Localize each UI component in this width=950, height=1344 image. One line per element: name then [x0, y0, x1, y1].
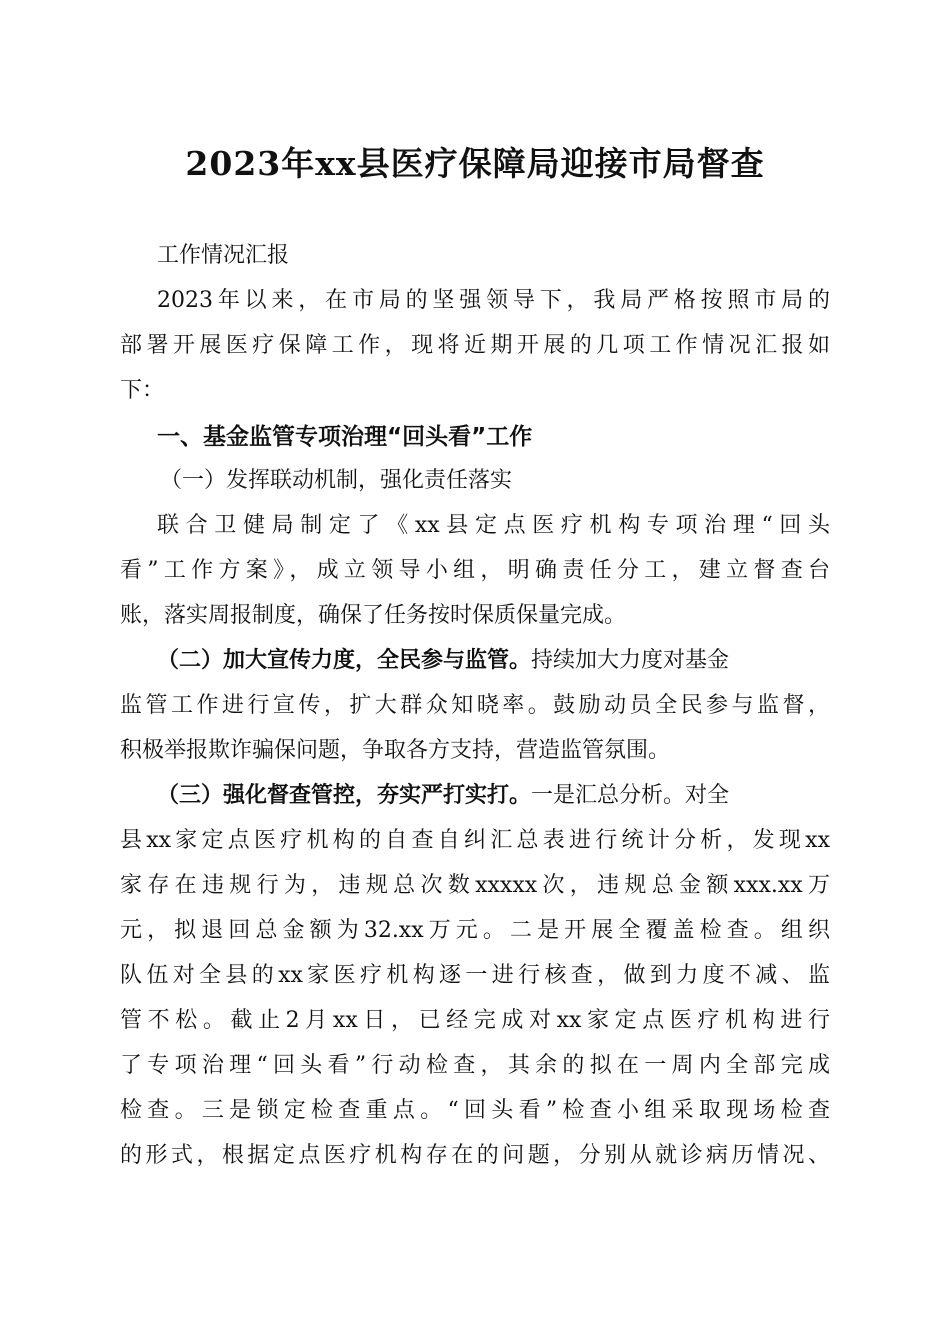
paragraph-line: 了专项治理“回头看”行动检查，其余的拟在一周内全部完成 [120, 1053, 830, 1078]
paragraph-line: 的形式，根据定点医疗机构存在的问题，分别从就诊病历情况、 [120, 1143, 830, 1168]
paragraph-line [157, 778, 830, 809]
subsection-heading-1: （一）发挥联动机制，强化责任落实 [160, 468, 513, 493]
paragraph-line: 检查。三是锁定检查重点。“回头看”检查小组采取现场检查 [120, 1098, 830, 1123]
paragraph-line: 元，拟退回总金额为32.xx万元。二是开展全覆盖检查。组织 [120, 918, 830, 943]
paragraph-line: 看”工作方案》，成立领导小组，明确责任分工，建立督查台 [120, 558, 830, 583]
paragraph-line: 县xx家定点医疗机构的自查自纠汇总表进行统计分析，发现xx [120, 828, 830, 853]
subsection-heading-3: （三）强化督查管控，夯实严打实打。 [157, 782, 532, 808]
subtitle-line: 工作情况汇报 [157, 243, 290, 268]
paragraph-line: 队伍对全县的xx家医疗机构逐一进行核查，做到力度不减、监 [120, 963, 830, 988]
subsection-heading-2: （二）加大宣传力度，全民参与监管。 [157, 647, 532, 673]
paragraph-line: 账，落实周报制度，确保了任务按时保质保量完成。 [120, 603, 627, 628]
paragraph-line: 部署开展医疗保障工作，现将近期开展的几项工作情况汇报如 [120, 333, 830, 358]
document-title: 2023年xx县医疗保障局迎接市局督查 [185, 144, 765, 183]
paragraph-line: 监管工作进行宣传，扩大群众知晓率。鼓励动员全民参与监督， [120, 693, 830, 718]
section-heading-1: 一、基金监管专项治理“回头看”工作 [157, 424, 533, 450]
paragraph-text: 一是汇总分析。对全 [531, 783, 730, 808]
paragraph-line: 积极举报欺诈骗保问题，争取各方支持，营造监管氛围。 [120, 738, 671, 763]
paragraph-line: 2023年以来，在市局的坚强领导下，我局严格按照市局的 [157, 288, 830, 313]
paragraph-text: 持续加大力度对基金 [531, 648, 730, 673]
paragraph-line: 家存在违规行为，违规总次数xxxxx次，违规总金额xxx.xx万 [120, 873, 830, 898]
paragraph-line: 管不松。截止2月xx日，已经完成对xx家定点医疗机构进行 [120, 1008, 830, 1033]
paragraph-line: 联合卫健局制定了《xx县定点医疗机构专项治理“回头 [157, 513, 830, 538]
paragraph-line: 下： [120, 378, 165, 403]
paragraph-line [157, 643, 830, 674]
